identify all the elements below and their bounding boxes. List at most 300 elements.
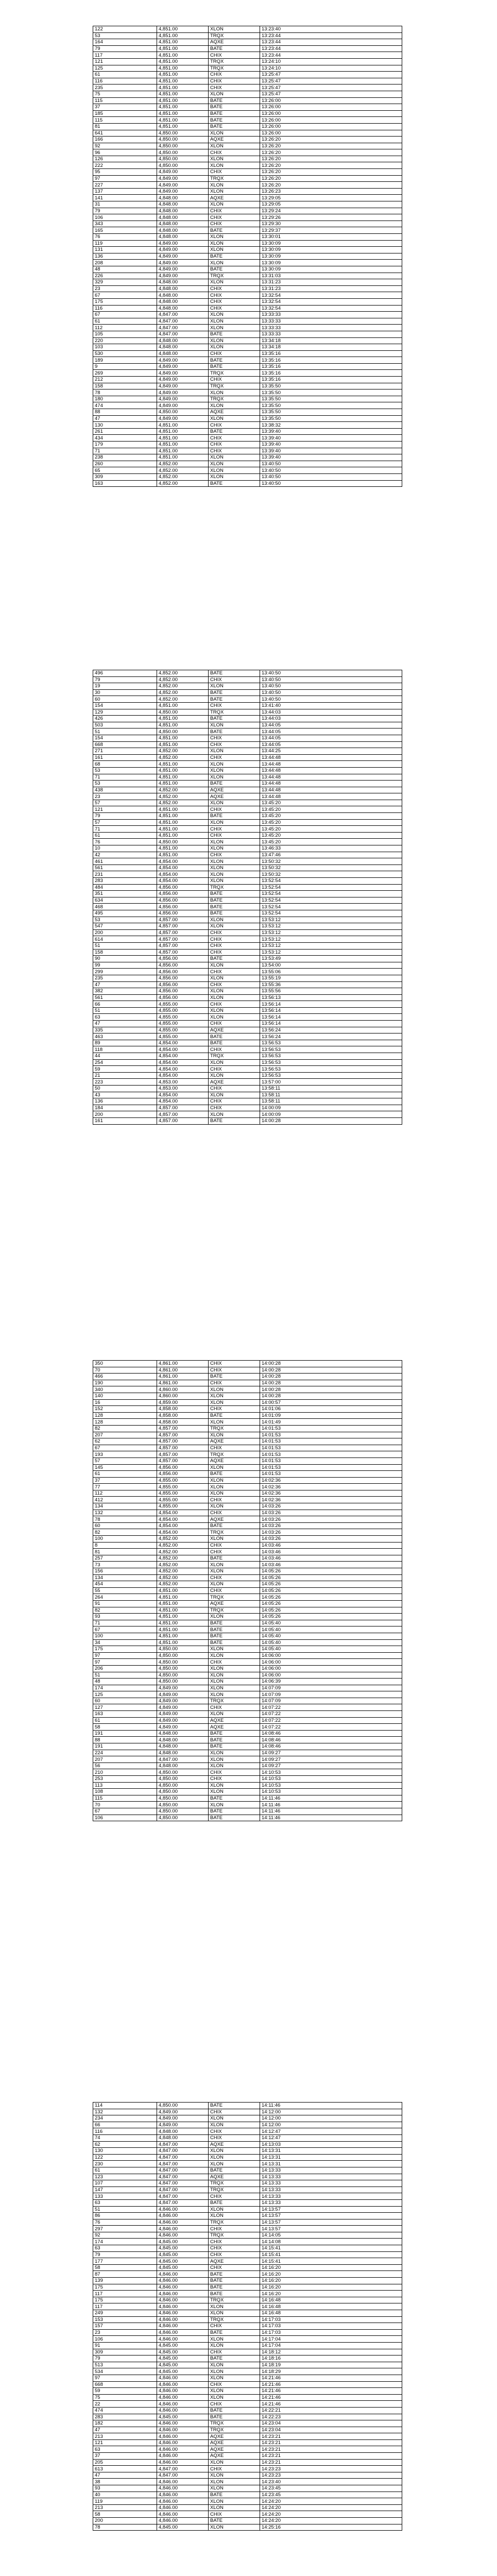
table-row: [93, 2381, 402, 2388]
time-cell: 13:30:09: [260, 240, 402, 247]
price-cell: 4,854.00: [157, 1510, 209, 1516]
table-row: [93, 1510, 402, 1516]
venue-cell: XLON: [209, 461, 260, 467]
venue-cell: CHIX: [209, 2381, 260, 2388]
table-row: [93, 195, 402, 201]
venue-cell: AQXE: [209, 409, 260, 416]
venue-cell: CHIX: [209, 2349, 260, 2355]
venue-cell: XLON: [209, 325, 260, 331]
volume-cell: 115: [93, 97, 157, 104]
volume-cell: 117: [93, 2303, 157, 2310]
table-row: [93, 1117, 402, 1124]
price-cell: 4,851.00: [157, 26, 209, 33]
table-row: [93, 1724, 402, 1731]
price-cell: 4,850.00: [157, 1652, 209, 1659]
volume-cell: 79: [93, 676, 157, 683]
venue-cell: CHIX: [209, 285, 260, 292]
table-row: [93, 227, 402, 234]
table-row: [93, 1639, 402, 1646]
table-row: [93, 761, 402, 768]
table-row: [93, 2362, 402, 2368]
volume-cell: 8: [93, 1542, 157, 1549]
price-cell: 4,857.00: [157, 1445, 209, 1451]
time-cell: 14:05:26: [260, 1587, 402, 1594]
venue-cell: CHIX: [209, 78, 260, 84]
table-row: [93, 1581, 402, 1588]
time-cell: 13:53:12: [260, 942, 402, 949]
table-row: [93, 331, 402, 337]
table-row: [93, 2193, 402, 2200]
volume-cell: 106: [93, 1815, 157, 1821]
price-cell: 4,851.00: [157, 1620, 209, 1626]
table-row: [93, 260, 402, 266]
time-cell: 14:23:21: [260, 2439, 402, 2446]
time-cell: 13:44:05: [260, 741, 402, 748]
volume-cell: 161: [93, 1117, 157, 1124]
venue-cell: CHIX: [209, 2401, 260, 2408]
time-cell: 14:16:20: [260, 2284, 402, 2291]
volume-cell: 31: [93, 201, 157, 208]
time-cell: 13:53:12: [260, 917, 402, 923]
volume-cell: 93: [93, 1614, 157, 1620]
time-cell: 14:23:45: [260, 2485, 402, 2492]
volume-cell: 128: [93, 1419, 157, 1426]
table-row: [93, 676, 402, 683]
venue-cell: XLON: [209, 1685, 260, 1691]
volume-cell: 100: [93, 1633, 157, 1639]
venue-cell: XLON: [209, 247, 260, 253]
price-cell: 4,849.00: [157, 1704, 209, 1711]
price-cell: 4,849.00: [157, 240, 209, 247]
table-row: [93, 1432, 402, 1438]
volume-cell: 141: [93, 195, 157, 201]
volume-cell: 438: [93, 787, 157, 793]
price-cell: 4,851.00: [157, 819, 209, 826]
table-row: [93, 344, 402, 351]
volume-cell: 156: [93, 1568, 157, 1575]
venue-cell: XLON: [209, 2368, 260, 2375]
venue-cell: BATE: [209, 1620, 260, 1626]
volume-cell: 249: [93, 2310, 157, 2317]
time-cell: 13:26:20: [260, 156, 402, 162]
venue-cell: XLON: [209, 2161, 260, 2167]
venue-cell: CHIX: [209, 806, 260, 813]
volume-cell: 60: [93, 1522, 157, 1529]
table-row: [93, 2504, 402, 2511]
volume-cell: 335: [93, 1027, 157, 1033]
time-cell: 13:32:54: [260, 305, 402, 312]
table-row: [93, 1698, 402, 1704]
volume-cell: 97: [93, 175, 157, 182]
volume-cell: 79: [93, 813, 157, 820]
time-cell: 14:00:28: [260, 1367, 402, 1374]
volume-cell: 47: [93, 415, 157, 422]
table-row: [93, 1477, 402, 1484]
volume-cell: 86: [93, 2213, 157, 2219]
price-cell: 4,852.00: [157, 1549, 209, 1555]
venue-cell: CHIX: [209, 826, 260, 833]
price-cell: 4,848.00: [157, 344, 209, 351]
volume-cell: 235: [93, 84, 157, 91]
price-cell: 4,859.00: [157, 1399, 209, 1406]
venue-cell: XLON: [209, 2504, 260, 2511]
volume-cell: 136: [93, 253, 157, 260]
time-cell: 13:56:14: [260, 1001, 402, 1008]
venue-cell: AQXE: [209, 1458, 260, 1464]
price-cell: 4,851.00: [157, 72, 209, 78]
time-cell: 14:05:26: [260, 1600, 402, 1607]
venue-cell: CHIX: [209, 442, 260, 448]
volume-cell: 115: [93, 117, 157, 124]
time-cell: 14:23:21: [260, 2433, 402, 2440]
volume-cell: 185: [93, 110, 157, 117]
price-cell: 4,845.00: [157, 2342, 209, 2349]
volume-cell: 175: [93, 1646, 157, 1653]
time-cell: 14:05:40: [260, 1639, 402, 1646]
venue-cell: CHIX: [209, 214, 260, 221]
volume-cell: 166: [93, 137, 157, 143]
volume-cell: 412: [93, 1497, 157, 1503]
table-row: [93, 1046, 402, 1053]
price-cell: 4,849.00: [157, 1691, 209, 1698]
venue-cell: AQXE: [209, 1438, 260, 1445]
time-cell: 14:17:04: [260, 2336, 402, 2343]
time-cell: 13:39:40: [260, 428, 402, 435]
table-row: [93, 917, 402, 923]
venue-cell: BATE: [209, 357, 260, 364]
time-cell: 14:00:09: [260, 1111, 402, 1118]
table-row: [93, 2394, 402, 2401]
time-cell: 13:53:12: [260, 929, 402, 936]
time-cell: 14:11:46: [260, 1815, 402, 1821]
table-row: [93, 806, 402, 813]
table-row: [93, 454, 402, 461]
venue-cell: AQXE: [209, 195, 260, 201]
venue-cell: BATE: [209, 480, 260, 487]
time-cell: 14:03:26: [260, 1536, 402, 1543]
volume-cell: 61: [93, 318, 157, 325]
time-cell: 13:26:00: [260, 97, 402, 104]
venue-cell: BATE: [209, 45, 260, 52]
price-cell: 4,855.00: [157, 1014, 209, 1021]
volume-cell: 299: [93, 969, 157, 975]
table-row: [93, 858, 402, 865]
price-cell: 4,851.00: [157, 39, 209, 46]
time-cell: 14:01:53: [260, 1458, 402, 1464]
time-cell: 14:16:20: [260, 2264, 402, 2271]
price-cell: 4,852.00: [157, 1581, 209, 1588]
price-cell: 4,849.00: [157, 260, 209, 266]
table-row: [93, 2232, 402, 2239]
time-cell: 13:44:25: [260, 748, 402, 755]
venue-cell: TRQX: [209, 370, 260, 377]
venue-cell: CHIX: [209, 929, 260, 936]
time-cell: 13:56:53: [260, 1059, 402, 1066]
time-cell: 14:24:20: [260, 2504, 402, 2511]
time-cell: 14:15:41: [260, 2245, 402, 2252]
time-cell: 13:33:33: [260, 331, 402, 337]
time-cell: 13:31:23: [260, 279, 402, 286]
table-row: [93, 2368, 402, 2375]
price-cell: 4,855.00: [157, 1033, 209, 1040]
price-cell: 4,848.00: [157, 285, 209, 292]
price-cell: 4,846.00: [157, 2219, 209, 2226]
time-cell: 13:33:33: [260, 325, 402, 331]
table-row: [93, 1782, 402, 1789]
volume-cell: 112: [93, 325, 157, 331]
venue-cell: CHIX: [209, 2193, 260, 2200]
venue-cell: XLON: [209, 819, 260, 826]
table-row: [93, 878, 402, 885]
price-cell: 4,849.00: [157, 2115, 209, 2122]
price-cell: 4,848.00: [157, 2128, 209, 2135]
table-row: [93, 1665, 402, 1672]
venue-cell: XLON: [209, 1092, 260, 1098]
venue-cell: XLON: [209, 1568, 260, 1575]
time-cell: 14:18:19: [260, 2362, 402, 2368]
volume-cell: 134: [93, 1503, 157, 1510]
volume-cell: 44: [93, 1053, 157, 1060]
time-cell: 14:05:40: [260, 1626, 402, 1633]
venue-cell: XLON: [209, 1536, 260, 1543]
table-row: [93, 1646, 402, 1653]
time-cell: 14:01:49: [260, 1419, 402, 1426]
time-cell: 13:56:13: [260, 994, 402, 1001]
price-cell: 4,852.00: [157, 689, 209, 696]
time-cell: 14:13:33: [260, 2167, 402, 2174]
volume-cell: 97: [93, 1659, 157, 1666]
table-row: [93, 1072, 402, 1079]
price-cell: 4,846.00: [157, 2439, 209, 2446]
table-row: [93, 247, 402, 253]
volume-cell: 97: [93, 2375, 157, 2381]
time-cell: 14:05:26: [260, 1568, 402, 1575]
time-cell: 14:21:46: [260, 2388, 402, 2395]
table-row: [93, 1040, 402, 1046]
price-cell: 4,849.00: [157, 363, 209, 370]
time-cell: 13:29:37: [260, 227, 402, 234]
volume-cell: 106: [93, 2336, 157, 2343]
table-row: [93, 273, 402, 279]
volume-cell: 23: [93, 2329, 157, 2336]
time-cell: 13:44:03: [260, 709, 402, 716]
venue-cell: XLON: [209, 188, 260, 195]
price-cell: 4,849.00: [157, 2122, 209, 2128]
venue-cell: XLON: [209, 2122, 260, 2128]
price-cell: 4,849.00: [157, 1717, 209, 1724]
time-cell: 13:45:20: [260, 813, 402, 820]
time-cell: 14:12:00: [260, 2122, 402, 2128]
volume-cell: 21: [93, 1072, 157, 1079]
price-cell: 4,851.00: [157, 761, 209, 768]
time-cell: 14:11:46: [260, 2103, 402, 2109]
time-cell: 13:24:10: [260, 65, 402, 72]
price-cell: 4,851.00: [157, 422, 209, 429]
venue-cell: AQXE: [209, 1717, 260, 1724]
time-cell: 13:35:50: [260, 396, 402, 402]
price-cell: 4,849.00: [157, 266, 209, 273]
venue-cell: CHIX: [209, 949, 260, 956]
price-cell: 4,845.00: [157, 2524, 209, 2531]
table-row: [93, 2122, 402, 2128]
price-cell: 4,848.00: [157, 227, 209, 234]
volume-cell: 121: [93, 806, 157, 813]
table-row: [93, 1691, 402, 1698]
volume-cell: 254: [93, 1059, 157, 1066]
time-cell: 13:58:11: [260, 1086, 402, 1092]
venue-cell: CHIX: [209, 298, 260, 305]
table-row: [93, 884, 402, 891]
price-cell: 4,849.00: [157, 402, 209, 409]
price-cell: 4,849.00: [157, 377, 209, 383]
price-cell: 4,848.00: [157, 221, 209, 227]
price-cell: 4,851.00: [157, 716, 209, 722]
volume-cell: 22: [93, 2401, 157, 2408]
venue-cell: CHIX: [209, 350, 260, 357]
time-cell: 13:56:14: [260, 1007, 402, 1014]
table-row: [93, 1711, 402, 1718]
table-row: [93, 383, 402, 389]
price-cell: 4,851.00: [157, 97, 209, 104]
venue-cell: BATE: [209, 1412, 260, 1419]
price-cell: 4,845.00: [157, 2239, 209, 2245]
time-cell: 13:44:48: [260, 761, 402, 768]
table-row: [93, 2128, 402, 2135]
venue-cell: CHIX: [209, 221, 260, 227]
venue-cell: BATE: [209, 110, 260, 117]
venue-cell: XLON: [209, 767, 260, 774]
volume-cell: 175: [93, 2297, 157, 2303]
time-cell: 14:00:28: [260, 1393, 402, 1399]
venue-cell: XLON: [209, 2154, 260, 2161]
table-row: [93, 2329, 402, 2336]
time-cell: 13:26:20: [260, 137, 402, 143]
time-cell: 14:18:12: [260, 2349, 402, 2355]
time-cell: 13:50:32: [260, 871, 402, 878]
price-cell: 4,850.00: [157, 409, 209, 416]
time-cell: 14:07:09: [260, 1691, 402, 1698]
time-cell: 13:40:50: [260, 473, 402, 480]
price-cell: 4,852.00: [157, 1542, 209, 1549]
time-cell: 14:13:31: [260, 2161, 402, 2167]
table-row: [93, 32, 402, 39]
table-row: [93, 188, 402, 195]
volume-cell: 57: [93, 1458, 157, 1464]
price-cell: 4,851.00: [157, 65, 209, 72]
venue-cell: AQXE: [209, 787, 260, 793]
venue-cell: XLON: [209, 1789, 260, 1795]
time-cell: 13:35:16: [260, 350, 402, 357]
venue-cell: XLON: [209, 1432, 260, 1438]
volume-cell: 634: [93, 897, 157, 904]
table-row: [93, 2349, 402, 2355]
volume-cell: 271: [93, 748, 157, 755]
volume-cell: 309: [93, 2349, 157, 2355]
venue-cell: XLON: [209, 156, 260, 162]
table-row: [93, 969, 402, 975]
volume-cell: 231: [93, 871, 157, 878]
time-cell: 13:56:24: [260, 1027, 402, 1033]
venue-cell: CHIX: [209, 852, 260, 858]
table-row: [93, 839, 402, 845]
table-row: [93, 897, 402, 904]
price-cell: 4,849.00: [157, 396, 209, 402]
table-row: [93, 1367, 402, 1374]
venue-cell: XLON: [209, 1691, 260, 1698]
time-cell: 13:26:00: [260, 104, 402, 111]
time-cell: 13:29:05: [260, 201, 402, 208]
time-cell: 13:46:33: [260, 845, 402, 852]
table-row: [93, 2316, 402, 2323]
price-cell: 4,849.00: [157, 383, 209, 389]
table-row: [93, 1053, 402, 1060]
price-cell: 4,851.00: [157, 428, 209, 435]
venue-cell: BATE: [209, 1795, 260, 1802]
table-row: [93, 1374, 402, 1380]
time-cell: 14:08:46: [260, 1743, 402, 1750]
price-cell: 4,852.00: [157, 754, 209, 761]
time-cell: 14:16:48: [260, 2310, 402, 2317]
venue-cell: XLON: [209, 182, 260, 189]
time-cell: 13:32:54: [260, 292, 402, 299]
price-cell: 4,848.00: [157, 1737, 209, 1743]
volume-cell: 561: [93, 994, 157, 1001]
venue-cell: CHIX: [209, 1105, 260, 1111]
venue-cell: XLON: [209, 2388, 260, 2395]
time-cell: 13:53:12: [260, 949, 402, 956]
venue-cell: BATE: [209, 428, 260, 435]
venue-cell: CHIX: [209, 1574, 260, 1581]
table-row: [93, 409, 402, 416]
venue-cell: CHIX: [209, 1769, 260, 1776]
table-row: [93, 58, 402, 65]
volume-cell: 75: [93, 2394, 157, 2401]
time-cell: 14:09:27: [260, 1750, 402, 1756]
time-cell: 14:21:46: [260, 2401, 402, 2408]
time-cell: 14:22:21: [260, 2407, 402, 2414]
table-row: [93, 84, 402, 91]
time-cell: 13:35:16: [260, 363, 402, 370]
venue-cell: XLON: [209, 1014, 260, 1021]
table-row: [93, 2264, 402, 2271]
volume-cell: 283: [93, 878, 157, 885]
time-cell: 14:05:26: [260, 1594, 402, 1601]
volume-cell: 123: [93, 2174, 157, 2180]
price-cell: 4,852.00: [157, 473, 209, 480]
table-row: [93, 2446, 402, 2453]
table-row: [93, 1620, 402, 1626]
volume-cell: 92: [93, 143, 157, 149]
time-cell: 14:25:16: [260, 2524, 402, 2531]
volume-cell: 42: [93, 852, 157, 858]
venue-cell: XLON: [209, 1059, 260, 1066]
time-cell: 13:24:10: [260, 58, 402, 65]
venue-cell: TRQX: [209, 175, 260, 182]
volume-cell: 59: [93, 2388, 157, 2395]
time-cell: 14:13:31: [260, 2148, 402, 2155]
table-row: [93, 923, 402, 930]
volume-cell: 200: [93, 1111, 157, 1118]
venue-cell: TRQX: [209, 884, 260, 891]
volume-cell: 61: [93, 1471, 157, 1478]
table-row: [93, 1529, 402, 1536]
venue-cell: XLON: [209, 260, 260, 266]
table-row: [93, 305, 402, 312]
volume-cell: 463: [93, 1033, 157, 1040]
time-cell: 13:26:00: [260, 110, 402, 117]
venue-cell: XLON: [209, 1477, 260, 1484]
venue-cell: XLON: [209, 2148, 260, 2155]
